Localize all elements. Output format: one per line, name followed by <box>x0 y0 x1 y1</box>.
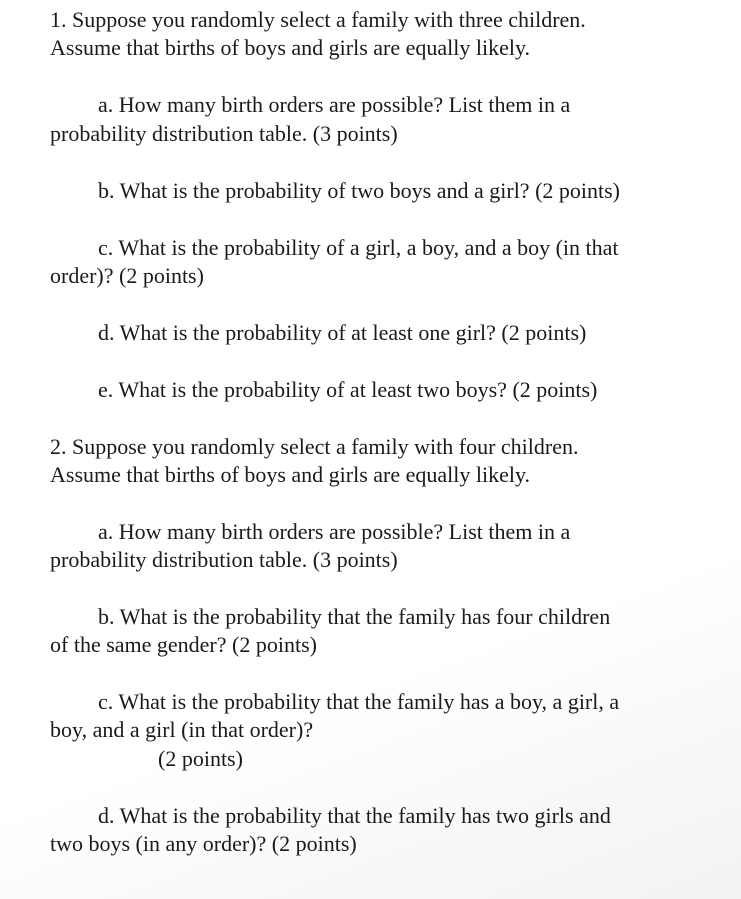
question-1-prompt: 1. Suppose you randomly select a family with three children. <box>50 7 586 32</box>
question-2d-continued: two boys (in any order)? (2 points) <box>50 831 357 856</box>
question-2a-continued: probability distribution table. (3 points) <box>50 547 398 572</box>
question-1c: c. What is the probability of a girl, a boy, and a boy (in that <box>98 235 619 260</box>
question-1b: b. What is the probability of two boys and a girl? (2 points) <box>98 178 621 203</box>
question-2c-continued: boy, and a girl (in that order)? <box>50 717 314 742</box>
question-2d: d. What is the probability that the family has two girls and <box>98 803 611 828</box>
question-1a-continued: probability distribution table. (3 points) <box>50 121 398 146</box>
question-2c-points: (2 points) <box>158 746 243 771</box>
question-2-prompt-continued: Assume that births of boys and girls are equally likely. <box>50 462 531 487</box>
question-2b: b. What is the probability that the family has four children <box>98 604 611 629</box>
question-2a: a. How many birth orders are possible? List them in a <box>98 519 571 544</box>
question-1e: e. What is the probability of at least two boys? (2 points) <box>98 377 598 402</box>
question-1-prompt-continued: Assume that births of boys and girls are equally likely. <box>50 35 531 60</box>
question-1a: a. How many birth orders are possible? List them in a <box>98 92 571 117</box>
question-2c: c. What is the probability that the family has a boy, a girl, a <box>98 689 620 714</box>
question-1d: d. What is the probability of at least one girl? (2 points) <box>98 320 587 345</box>
question-1c-continued: order)? (2 points) <box>50 263 204 288</box>
question-2b-continued: of the same gender? (2 points) <box>50 632 317 657</box>
question-2-prompt: 2. Suppose you randomly select a family with four children. <box>50 434 579 459</box>
